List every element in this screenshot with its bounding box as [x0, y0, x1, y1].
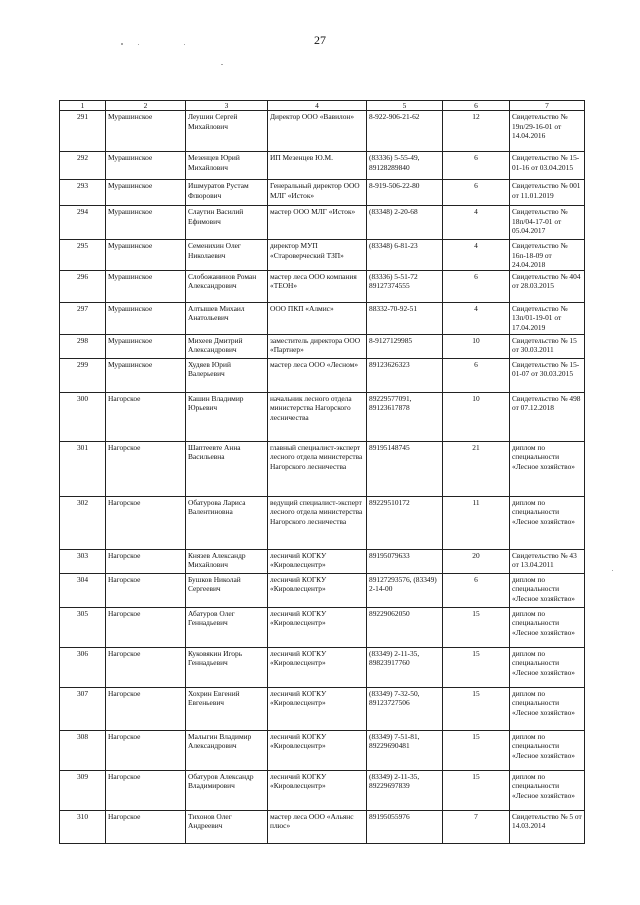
person-name-cell: Леушин Сергей Михайлович	[186, 111, 268, 152]
table-header-row	[60, 101, 585, 111]
position-cell: директор МУП «Староверческий ТЗП»	[268, 240, 367, 271]
document-cell: Свидетельство № 43 от 13.04.2011	[510, 550, 585, 574]
person-name-cell: Князев Александр Михайлович	[186, 550, 268, 574]
person-name-cell: Бушков Николай Сергеевич	[186, 574, 268, 608]
experience-cell: 20	[443, 550, 510, 574]
table-row	[60, 303, 585, 335]
person-name-cell: Слобожанинов Роман Александрович	[186, 271, 268, 303]
experience-cell: 6	[443, 574, 510, 608]
experience-cell: 11	[443, 497, 510, 550]
row-number: 292	[60, 152, 106, 180]
row-number: 302	[60, 497, 106, 550]
document-cell: диплом по специальности «Лесное хозяйство»	[510, 771, 585, 811]
district-cell: Мурашинское	[106, 111, 186, 152]
table-row	[60, 180, 585, 206]
person-name-cell: Шаптеевте Анна Васильевна	[186, 442, 268, 497]
document-cell: диплом по специальности «Лесное хозяйство»	[510, 442, 585, 497]
scan-speck	[138, 44, 139, 45]
person-name-cell: Малыгин Владимир Александрович	[186, 731, 268, 771]
table-row	[60, 111, 585, 152]
experience-cell: 15	[443, 771, 510, 811]
phone-cell: 8-922-906-21-62	[367, 111, 443, 152]
row-number: 297	[60, 303, 106, 335]
person-name-cell: Ишмуратов Рустам Флюрович	[186, 180, 268, 206]
row-number: 304	[60, 574, 106, 608]
row-number: 291	[60, 111, 106, 152]
phone-cell: 89195079633	[367, 550, 443, 574]
document-cell: Свидетельство № 15-01-16 от 03.04.2015	[510, 152, 585, 180]
district-cell: Мурашинское	[106, 271, 186, 303]
row-number: 307	[60, 688, 106, 731]
position-cell: лесничий КОГКУ «Кировлесцентр»	[268, 731, 367, 771]
scan-speck	[612, 570, 613, 571]
document-cell: Свидетельство № 18п/04-17-01 от 05.04.2017	[510, 206, 585, 240]
phone-cell: 89195148745	[367, 442, 443, 497]
row-number: 309	[60, 771, 106, 811]
row-number: 295	[60, 240, 106, 271]
table-row	[60, 206, 585, 240]
table-row	[60, 648, 585, 688]
district-cell: Нагорское	[106, 731, 186, 771]
district-cell: Нагорское	[106, 393, 186, 442]
position-cell: ведущий специалист-эксперт лесного отдела министерства Нагорского лесничества	[268, 497, 367, 550]
column-header: 6	[443, 101, 510, 111]
position-cell: лесничий КОГКУ «Кировлесцентр»	[268, 648, 367, 688]
district-cell: Нагорское	[106, 811, 186, 844]
table-row	[60, 335, 585, 359]
document-cell: Свидетельство № 16п-18-09 от 24.04.2018	[510, 240, 585, 271]
column-header: 3	[186, 101, 268, 111]
person-name-cell: Слаутин Василий Ефимович	[186, 206, 268, 240]
document-cell: Свидетельство № 498 от 07.12.2018	[510, 393, 585, 442]
district-cell: Нагорское	[106, 497, 186, 550]
district-cell: Нагорское	[106, 771, 186, 811]
position-cell: ИП Мезенцев Ю.М.	[268, 152, 367, 180]
phone-cell: (83348) 6-81-23	[367, 240, 443, 271]
experience-cell: 4	[443, 303, 510, 335]
scan-speck	[221, 64, 223, 65]
document-cell: Свидетельство № 5 от 14.03.2014	[510, 811, 585, 844]
position-cell: мастер ООО МЛГ «Исток»	[268, 206, 367, 240]
table-row	[60, 550, 585, 574]
table-row	[60, 731, 585, 771]
row-number: 303	[60, 550, 106, 574]
column-header: 7	[510, 101, 585, 111]
experience-cell: 4	[443, 206, 510, 240]
registry-table	[59, 100, 585, 844]
position-cell: главный специалист-эксперт лесного отдела министерства Нагорского лесничества	[268, 442, 367, 497]
row-number: 298	[60, 335, 106, 359]
table-row	[60, 442, 585, 497]
row-number: 306	[60, 648, 106, 688]
position-cell: ООО ПКП «Алмис»	[268, 303, 367, 335]
row-number: 310	[60, 811, 106, 844]
position-cell: начальник лесного отдела министерства Нагорского лесничества	[268, 393, 367, 442]
experience-cell: 6	[443, 359, 510, 393]
person-name-cell: Обатуров Александр Владимирович	[186, 771, 268, 811]
person-name-cell: Абатуров Олег Геннадьевич	[186, 608, 268, 648]
document-cell: Свидетельство № 13п/01-19-01 от 17.04.2019	[510, 303, 585, 335]
phone-cell: 89229577091, 89123617878	[367, 393, 443, 442]
document-cell: Свидетельство № 19п/29-16-01 от 14.04.2016	[510, 111, 585, 152]
document-cell: диплом по специальности «Лесное хозяйство»	[510, 497, 585, 550]
district-cell: Нагорское	[106, 608, 186, 648]
district-cell: Мурашинское	[106, 240, 186, 271]
district-cell: Нагорское	[106, 574, 186, 608]
table-row	[60, 271, 585, 303]
phone-cell: 88332-70-92-51	[367, 303, 443, 335]
column-header: 1	[60, 101, 106, 111]
document-cell: диплом по специальности «Лесное хозяйство»	[510, 648, 585, 688]
row-number: 301	[60, 442, 106, 497]
document-cell: Свидетельство № 15 от 30.03.2011	[510, 335, 585, 359]
column-header: 2	[106, 101, 186, 111]
phone-cell: 89229062050	[367, 608, 443, 648]
phone-cell: 89127293576, (83349) 2-14-00	[367, 574, 443, 608]
district-cell: Мурашинское	[106, 303, 186, 335]
district-cell: Нагорское	[106, 550, 186, 574]
table-row	[60, 574, 585, 608]
document-cell: Свидетельство № 404 от 28.03.2015	[510, 271, 585, 303]
document-cell: диплом по специальности «Лесное хозяйство»	[510, 574, 585, 608]
column-header: 4	[268, 101, 367, 111]
person-name-cell: Кашин Владимир Юрьевич	[186, 393, 268, 442]
experience-cell: 10	[443, 393, 510, 442]
district-cell: Мурашинское	[106, 180, 186, 206]
experience-cell: 6	[443, 271, 510, 303]
experience-cell: 10	[443, 335, 510, 359]
table-row	[60, 393, 585, 442]
position-cell: лесничий КОГКУ «Кировлесцентр»	[268, 550, 367, 574]
position-cell: мастер леса ООО компания «ТЕОН»	[268, 271, 367, 303]
table-row	[60, 152, 585, 180]
position-cell: лесничий КОГКУ «Кировлесцентр»	[268, 608, 367, 648]
person-name-cell: Тихонов Олег Андреевич	[186, 811, 268, 844]
document-cell: диплом по специальности «Лесное хозяйство»	[510, 731, 585, 771]
document-cell: Свидетельство № 001 от 11.01.2019	[510, 180, 585, 206]
phone-cell: (83336) 5-51-72 89127374555	[367, 271, 443, 303]
district-cell: Нагорское	[106, 648, 186, 688]
scan-speck	[121, 43, 123, 45]
scan-speck	[184, 44, 185, 45]
phone-cell: 8-9127129985	[367, 335, 443, 359]
phone-cell: (83336) 5-55-49, 89128289840	[367, 152, 443, 180]
position-cell: мастер леса ООО «Альянс плюс»	[268, 811, 367, 844]
position-cell: лесничий КОГКУ «Кировлесцентр»	[268, 688, 367, 731]
document-cell: диплом по специальности «Лесное хозяйство»	[510, 688, 585, 731]
row-number: 308	[60, 731, 106, 771]
person-name-cell: Хохрин Евгений Евгеньевич	[186, 688, 268, 731]
row-number: 300	[60, 393, 106, 442]
row-number: 294	[60, 206, 106, 240]
district-cell: Мурашинское	[106, 359, 186, 393]
experience-cell: 15	[443, 731, 510, 771]
row-number: 305	[60, 608, 106, 648]
document-cell: диплом по специальности «Лесное хозяйство»	[510, 608, 585, 648]
table-row	[60, 497, 585, 550]
district-cell: Нагорское	[106, 442, 186, 497]
position-cell: Директор ООО «Вавилон»	[268, 111, 367, 152]
experience-cell: 15	[443, 608, 510, 648]
phone-cell: 89123626323	[367, 359, 443, 393]
experience-cell: 6	[443, 152, 510, 180]
phone-cell: 8-919-506-22-80	[367, 180, 443, 206]
column-header: 5	[367, 101, 443, 111]
person-name-cell: Худяев Юрий Валерьевич	[186, 359, 268, 393]
phone-cell: (83349) 7-32-50, 89123727506	[367, 688, 443, 731]
district-cell: Нагорское	[106, 688, 186, 731]
person-name-cell: Михеев Дмитрий Александрович	[186, 335, 268, 359]
row-number: 299	[60, 359, 106, 393]
position-cell: мастер леса ООО «Лесном»	[268, 359, 367, 393]
table-row	[60, 608, 585, 648]
person-name-cell: Семенихин Олег Николаевич	[186, 240, 268, 271]
person-name-cell: Куковякин Игорь Геннадьевич	[186, 648, 268, 688]
experience-cell: 7	[443, 811, 510, 844]
person-name-cell: Алтышев Михаил Анатольевич	[186, 303, 268, 335]
table-row	[60, 771, 585, 811]
experience-cell: 21	[443, 442, 510, 497]
district-cell: Мурашинское	[106, 152, 186, 180]
experience-cell: 15	[443, 688, 510, 731]
phone-cell: 89195055976	[367, 811, 443, 844]
position-cell: Генеральный директор ООО МЛГ «Исток»	[268, 180, 367, 206]
phone-cell: (83348) 2-20-68	[367, 206, 443, 240]
experience-cell: 4	[443, 240, 510, 271]
position-cell: лесничий КОГКУ «Кировлесцентр»	[268, 574, 367, 608]
table-row	[60, 811, 585, 844]
experience-cell: 15	[443, 648, 510, 688]
row-number: 296	[60, 271, 106, 303]
person-name-cell: Мезенцев Юрий Михайлович	[186, 152, 268, 180]
table-row	[60, 688, 585, 731]
experience-cell: 6	[443, 180, 510, 206]
district-cell: Мурашинское	[106, 206, 186, 240]
phone-cell: (83349) 2-11-35, 89823917760	[367, 648, 443, 688]
district-cell: Мурашинское	[106, 335, 186, 359]
table-row	[60, 240, 585, 271]
phone-cell: 89229510172	[367, 497, 443, 550]
phone-cell: (83349) 7-51-81, 89229690481	[367, 731, 443, 771]
position-cell: лесничий КОГКУ «Кировлесцентр»	[268, 771, 367, 811]
phone-cell: (83349) 2-11-35, 89229697839	[367, 771, 443, 811]
table-row	[60, 359, 585, 393]
person-name-cell: Обатурова Лариса Валентиновна	[186, 497, 268, 550]
row-number: 293	[60, 180, 106, 206]
position-cell: заместитель директора ООО «Партнер»	[268, 335, 367, 359]
page-number: 27	[314, 33, 326, 47]
document-cell: Свидетельство № 15-01-07 от 30.03.2015	[510, 359, 585, 393]
experience-cell: 12	[443, 111, 510, 152]
